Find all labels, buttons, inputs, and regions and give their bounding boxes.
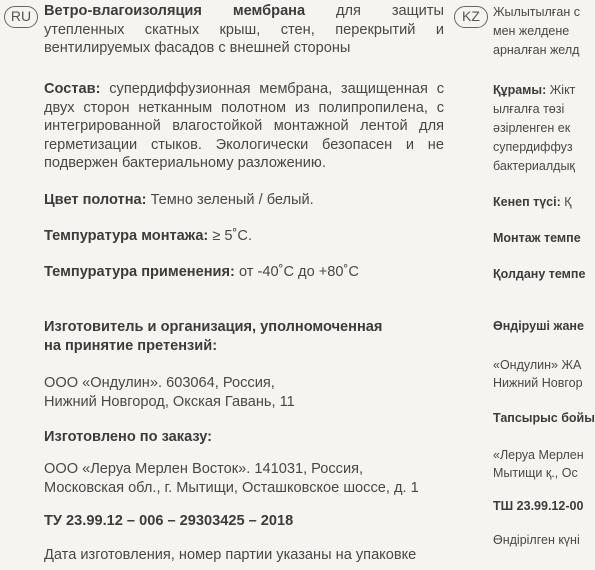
- ru-order-address-line: Московская обл., г. Мытищи, Осташковское шоссе, д. 1: [44, 479, 419, 496]
- ru-manufacturer-heading: [44, 318, 382, 355]
- ru-manufacturer-address-line: ООО «Ондулин». 603064, Россия,: [44, 375, 275, 391]
- ru-use-temp-label: Темпуратура применения:: [44, 264, 235, 280]
- ru-purpose-line: утепленных скатных крыш, стен, перекрытий и: [44, 21, 444, 38]
- ru-composition-line: подвержен бактериальному разложению.: [44, 155, 326, 172]
- ru-order-heading: Изготовлено по заказу:: [44, 429, 213, 445]
- ru-manufacturer-address-line: Нижний Новгород, Окская Гавань, 11: [44, 393, 295, 410]
- kz-spec-number: ТШ 23.99.12-00: [493, 499, 584, 513]
- ru-install-temp-label: Темпуратура монтажа:: [44, 228, 209, 244]
- kz-production-note: Өндірілген күні: [493, 533, 580, 547]
- kz-composition-line: бактериалдық: [493, 159, 575, 173]
- ru-color-label: Цвет полотна:: [44, 192, 147, 208]
- ru-title-line: [44, 2, 444, 21]
- ru-install-temp-value: ≥ 5˚С.: [212, 228, 252, 244]
- kz-color-row: [493, 194, 572, 211]
- kz-install-temp-label: Монтаж темпе: [493, 231, 581, 245]
- ru-composition-line: интегрированной влагостойкой монтажной лентой для: [44, 118, 444, 135]
- kz-composition-line: ылғалға төзі: [493, 102, 565, 116]
- ru-composition-line: двух сторон нетканным полотном из полипропилена, с: [44, 99, 444, 116]
- ru-product-title: Ветро-влагоизоляция мембрана: [44, 3, 306, 19]
- ru-order-address: [44, 460, 419, 497]
- ru-composition: [44, 80, 444, 173]
- ru-purpose-start: для защиты: [336, 3, 444, 19]
- ru-composition-text: супердиффузионная мембрана, защищенная с: [109, 81, 444, 97]
- kz-composition-line: супердиффуз: [493, 140, 573, 154]
- ru-product-description: [44, 2, 444, 58]
- kz-title-line: Жылытылған с: [493, 5, 580, 19]
- kz-title-line: арналған желд: [493, 43, 580, 57]
- kz-composition-label: Құрамы:: [493, 83, 547, 97]
- ru-install-temp-row: [44, 227, 252, 246]
- ru-composition-first-line: [44, 80, 444, 99]
- ru-use-temp-value: от -40˚С до +80˚С: [238, 264, 359, 280]
- ru-color-row: [44, 191, 314, 210]
- kz-use-temp-label: Қолдану темпе: [493, 267, 586, 281]
- kz-color-value: Қ: [564, 195, 572, 209]
- ru-manufacturer-heading-line: Изготовитель и организация, уполномоченная: [44, 319, 383, 335]
- kz-composition-first-line: [493, 82, 575, 99]
- kz-order-address-line: Мытищи қ., Ос: [493, 466, 578, 480]
- ru-language-badge: RU: [4, 6, 38, 28]
- kz-manufacturer-address-line: «Ондулин» ЖА: [493, 358, 582, 372]
- ru-use-temp-row: [44, 263, 359, 282]
- ru-manufacturer-heading-line: на принятие претензий:: [44, 337, 218, 354]
- ru-composition-label: Состав:: [44, 81, 101, 97]
- kz-column: [452, 0, 595, 570]
- kz-language-badge: KZ: [454, 6, 488, 28]
- ru-order-address-line: ООО «Леруа Мерлен Восток». 141031, Россия,: [44, 461, 364, 477]
- kz-order-address-line: «Леруа Мерлен: [493, 448, 584, 462]
- kz-color-label: Кенеп түсі:: [493, 195, 561, 209]
- ru-purpose-line: вентилируемых фасадов с внешней стороны: [44, 40, 351, 57]
- ru-composition-line: герметизации стыков. Экологически безопасен и не: [44, 136, 444, 153]
- kz-composition-text: Жікт: [549, 83, 576, 97]
- ru-color-value: Темно зеленый / белый.: [150, 192, 314, 208]
- kz-manufacturer-heading: Өндіруші жане: [493, 319, 584, 333]
- ru-manufacturer-address: [44, 374, 295, 411]
- kz-manufacturer-address-line: Нижний Новгор: [493, 376, 583, 390]
- ru-production-note: Дата изготовления, номер партии указаны на упаковке: [44, 547, 417, 563]
- kz-composition-line: әзірленген ек: [493, 121, 571, 135]
- kz-title-line: мен желдене: [493, 24, 570, 38]
- ru-spec-number: ТУ 23.99.12 – 006 – 29303425 – 2018: [44, 513, 294, 529]
- kz-order-heading: Тапсырыс бойы: [493, 411, 595, 425]
